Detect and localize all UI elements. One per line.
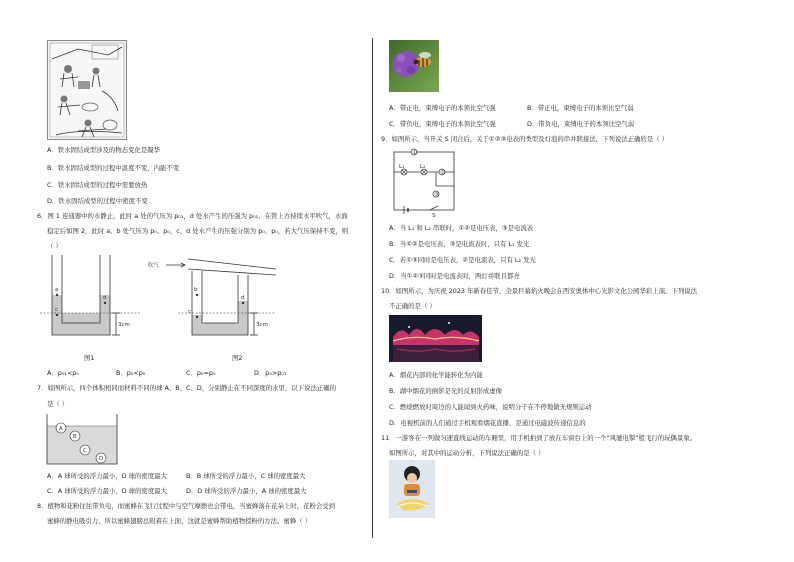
q6-fig1-label-a: a	[55, 287, 59, 293]
q9-question: 9．如图所示，当开关 S 闭合后，关于①②③电表的类型及灯泡的串并联接法，下列说法正确的是（ ）	[381, 135, 669, 143]
q6-option-a: A．p₀₁<p₀	[47, 369, 79, 377]
q10-option-b: B．湖中烟花的倒影是光的反射形成虚像	[389, 387, 503, 395]
q6-option-d: D．p₀>p₀₁	[254, 369, 287, 377]
q10-option-c: C．燃烧燃放时周边的人能闻到火药味，说明分子在不停地做无规则运动	[389, 403, 592, 411]
q6-question-line1: 6．图 1 连通器中的水静止，此时 a 处的气压为 p₀₁，d 处水产生的压强为 p₀₁，在管上方持续水平吹气，水面	[37, 212, 348, 220]
q10-option-a: A．烟花内部的化学能转化为内能	[389, 371, 483, 379]
fireworks-photo	[389, 315, 482, 362]
q6-blow-label: 吹气	[148, 263, 160, 269]
q7-option-c: C．A 球所受的浮力最小，D 球的密度最大	[47, 487, 168, 495]
q6-figure-1	[40, 255, 140, 355]
q6-fig2-dimension: 3cm	[256, 322, 268, 328]
q7-option-d: D．D 球所受的浮力最小，A 球的密度最大	[186, 487, 307, 495]
q6-figure-2	[148, 255, 288, 355]
q6-fig1-dimension: 3cm	[118, 322, 130, 328]
q10-question-line2: 不正确的是（ ）	[389, 302, 436, 310]
q5-option-c: C．铁水固结成型的过程中需要放热	[47, 181, 148, 189]
q7-question-line2: 是（ ）	[47, 400, 69, 408]
q10-option-d: D．电视机前的人们通过手机观看烟花直播，是通过电磁波传递信息的	[389, 419, 586, 427]
q8-option-b: B．带正电，束缚电子的本领比空气弱	[527, 104, 634, 112]
q9-option-b: B．当①②是电压表，③是电流表时，只有 L₁ 发光	[389, 240, 530, 248]
q6-fig1-label-d: d	[103, 295, 107, 301]
iron-casting-illustration	[47, 40, 127, 140]
q7-figure-beaker	[45, 414, 119, 466]
q11-question-line1: 11．一游客在一列做匀速直线运动的车厢里，用手机拍到了放在车窗台上的一个“风驰电掣”般飞行的玩偶景象。	[381, 434, 697, 442]
q7-option-b: B．B 球所受的浮力最小，C 球的密度最大	[186, 472, 306, 480]
q9-option-c: C．若①③同时是电压表，②是电流表，只有 L₂ 发光	[389, 256, 536, 264]
q7-option-a: A．A 球所受的浮力最小，D 球的密度最大	[47, 472, 167, 480]
q6-figure-1-caption: 图1	[84, 354, 95, 362]
q6-option-b: B．p₀<p₀	[116, 369, 146, 377]
q6-fig2-label-c: c	[188, 309, 192, 315]
q6-question-line2: 稳定后如图 2，此时 a、b 处气压为 p₀、p₀，c、d 处水产生的压强分别为 p₀、p₀，若大气压保持不变，则	[47, 227, 349, 235]
q5-option-a: A．铁水固结成型涉及的物态变化是凝华	[47, 146, 161, 154]
flying-toy-photo	[389, 460, 435, 518]
q7-question-line1: 7．如图所示，四个体积相同而材料不同的球 A、B、C、D，分别静止在不同深度的水里，以下说法正确的	[37, 384, 337, 392]
bee-flower-photo	[389, 40, 439, 92]
q9-circuit-diagram	[390, 146, 460, 219]
q8-question-line1: 8．植物和花粉往往带负电，而蜜蜂在飞行过程中与空气摩擦也会带电，当蜜蜂落在花朵上时，花粉会受到	[37, 502, 336, 510]
q8-question-line2: 蜜蜂的静电吸引力，所以蜜蜂翅膀总附着在上面，这就是蜜蜂帮助植物授粉的方法。蜜蜂（ ）	[47, 517, 312, 525]
q8-option-c: C．带负电，束缚电子的本领比空气强	[389, 120, 496, 128]
q9-label-meter-1: ①	[412, 150, 417, 156]
q5-option-b: B．铁水固结成型的过程中温度不变，内能不变	[47, 164, 180, 172]
q9-option-a: A．当 L₁ 和 L₂ 串联时，①②是电压表，③是电流表	[389, 224, 534, 232]
q10-question-line1: 10．如图所示，为庆祝 2023 年新春佳节，全景巨幕焰火晚会在西安奥体中心光影文化公园华彩上演。下列说法	[381, 287, 698, 295]
q9-option-d: D．当①②③同时是电流表时，两灯并联且都亮	[389, 272, 520, 280]
q9-label-l2: L₂	[420, 164, 426, 170]
q6-fig2-label-d: d	[241, 295, 245, 301]
q8-option-d: D．带负电，束缚电子的本领比空气弱	[527, 120, 635, 128]
q9-label-meter-2: ②	[440, 170, 445, 176]
q5-option-d: D．铁水固结成型的过程中密度不变	[47, 197, 148, 205]
q7-ball-d: D	[99, 456, 104, 462]
q7-ball-c: C	[83, 448, 87, 454]
q6-question-line3: （ ）	[47, 242, 62, 250]
q8-option-a: A．带正电，束缚电子的本领比空气强	[389, 104, 496, 112]
column-divider	[372, 38, 373, 538]
q7-ball-a: A	[59, 426, 63, 432]
q6-fig1-label-c: c	[55, 307, 59, 313]
q6-fig2-label-b: b	[194, 287, 198, 293]
q9-label-l1: L₁	[399, 164, 405, 170]
q9-label-meter-3: ③	[434, 192, 439, 198]
q9-label-switch: S	[432, 213, 436, 219]
q7-ball-b: B	[73, 434, 77, 440]
q6-option-c: C．p₀=p₀	[186, 369, 216, 377]
q6-figure-2-caption: 图2	[232, 354, 243, 362]
q11-question-line2: 如图所示，对其中的运动分析，下列说法正确的是（ ）	[389, 449, 545, 457]
